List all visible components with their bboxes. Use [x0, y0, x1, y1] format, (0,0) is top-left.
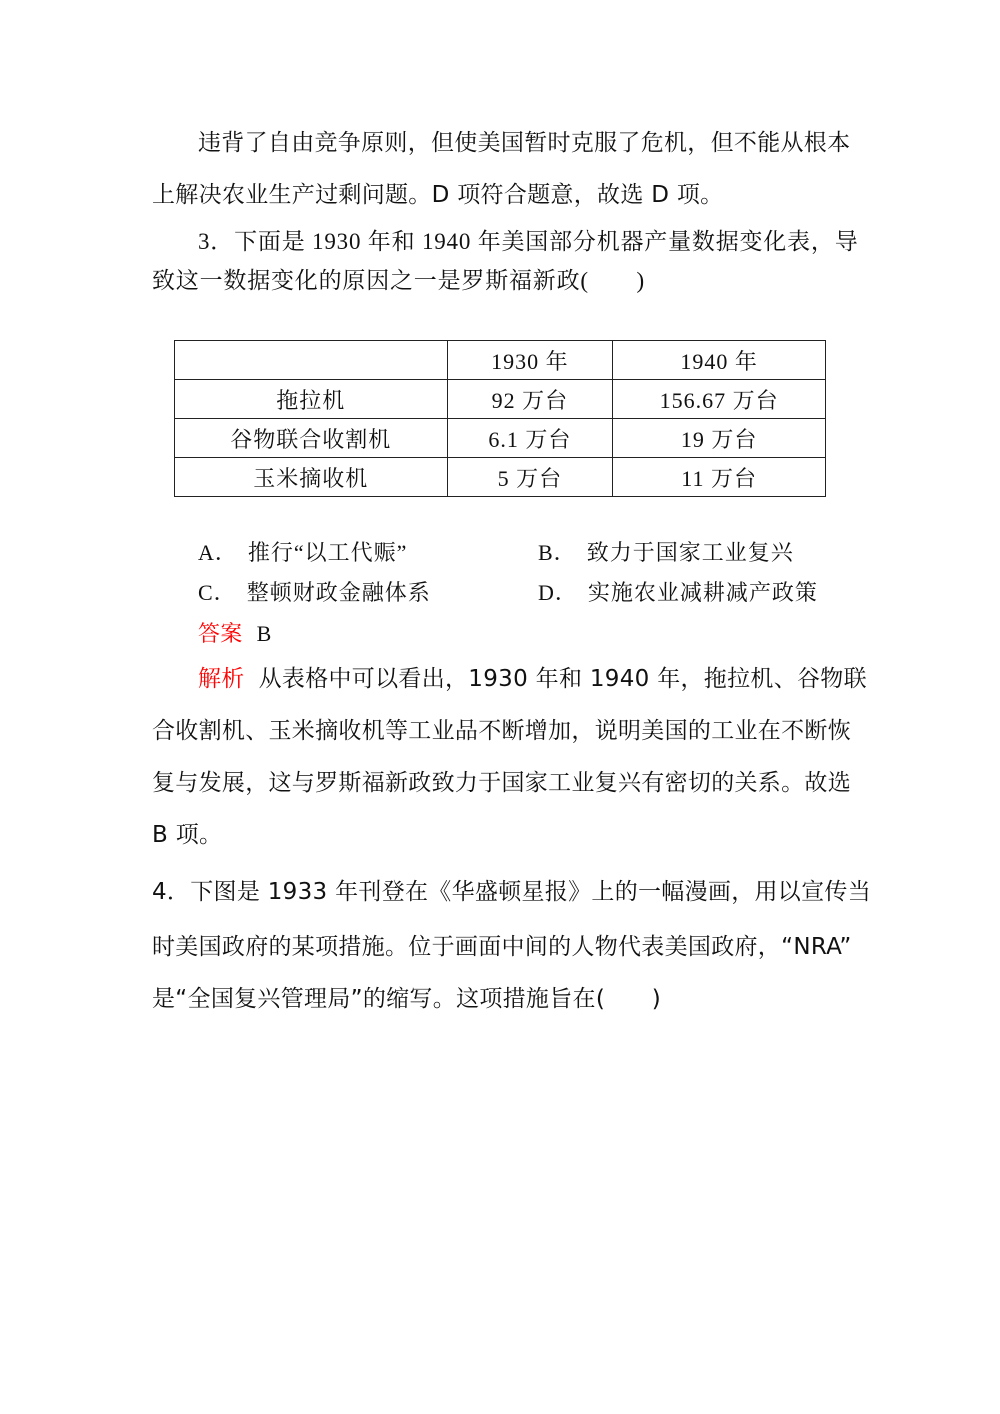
option-text: 致力于国家工业复兴 — [586, 540, 794, 565]
table-cell: 92 万台 — [447, 380, 613, 419]
option-a — [198, 538, 407, 568]
prev-explanation-line-2: 上解决农业生产过剩问题。D 项符合题意，故选 D 项。 — [152, 182, 724, 208]
table-row — [175, 458, 826, 497]
answer-value: B — [256, 621, 273, 646]
prev-explanation-line-1: 违背了自由竞争原则，但使美国暂时克服了危机，但不能从根本 — [198, 130, 851, 156]
question-3-stem-line-2: 致这一数据变化的原因之一是罗斯福新政( ) — [152, 268, 645, 293]
answer-line — [198, 619, 272, 650]
table-header-cell: 1940 年 — [613, 341, 826, 380]
option-text: 整顿财政金融体系 — [246, 580, 431, 605]
analysis-line-4: B 项。 — [152, 822, 223, 848]
table-header-cell: 1930 年 — [447, 341, 613, 380]
question-4-stem-line-2: 时美国政府的某项措施。位于画面中间的人物代表美国政府，“NRA” — [152, 934, 852, 960]
analysis-line-1 — [198, 664, 867, 694]
table-row — [175, 419, 826, 458]
option-d — [538, 578, 818, 608]
option-b — [538, 538, 794, 568]
option-text: 实施农业减耕减产政策 — [587, 580, 818, 605]
table-cell: 拖拉机 — [175, 380, 448, 419]
table-cell: 156.67 万台 — [613, 380, 826, 419]
table-cell: 玉米摘收机 — [175, 458, 448, 497]
analysis-line-3: 复与发展，这与罗斯福新政致力于国家工业复兴有密切的关系。故选 — [152, 770, 851, 796]
table-cell: 11 万台 — [613, 458, 826, 497]
table-cell: 19 万台 — [613, 419, 826, 458]
option-letter: A． — [198, 540, 238, 565]
analysis-line-2: 合收割机、玉米摘收机等工业品不断增加，说明美国的工业在不断恢 — [152, 718, 851, 744]
table-header-row — [175, 341, 826, 380]
table-cell: 6.1 万台 — [447, 419, 613, 458]
machine-production-table — [174, 340, 826, 497]
question-3-stem-line-1: 3．下面是 1930 年和 1940 年美国部分机器产量数据变化表，导 — [198, 229, 859, 254]
question-4-stem-line-3: 是“全国复兴管理局”的缩写。这项措施旨在( ) — [152, 986, 661, 1012]
question-4-stem-line-1: 4．下图是 1933 年刊登在《华盛顿星报》上的一幅漫画，用以宣传当 — [152, 879, 871, 905]
option-c — [198, 578, 431, 608]
answer-label: 答案 — [198, 622, 243, 647]
option-letter: B． — [538, 540, 577, 565]
option-letter: D． — [538, 580, 578, 605]
table-row — [175, 380, 826, 419]
analysis-text: 从表格中可以看出，1930 年和 1940 年，拖拉机、谷物联 — [258, 666, 867, 692]
option-letter: C． — [198, 580, 237, 605]
analysis-label: 解析 — [198, 666, 245, 692]
table-cell: 5 万台 — [447, 458, 613, 497]
table-header-cell — [175, 341, 448, 380]
table-cell: 谷物联合收割机 — [175, 419, 448, 458]
option-text: 推行“以工代赈” — [247, 540, 408, 565]
